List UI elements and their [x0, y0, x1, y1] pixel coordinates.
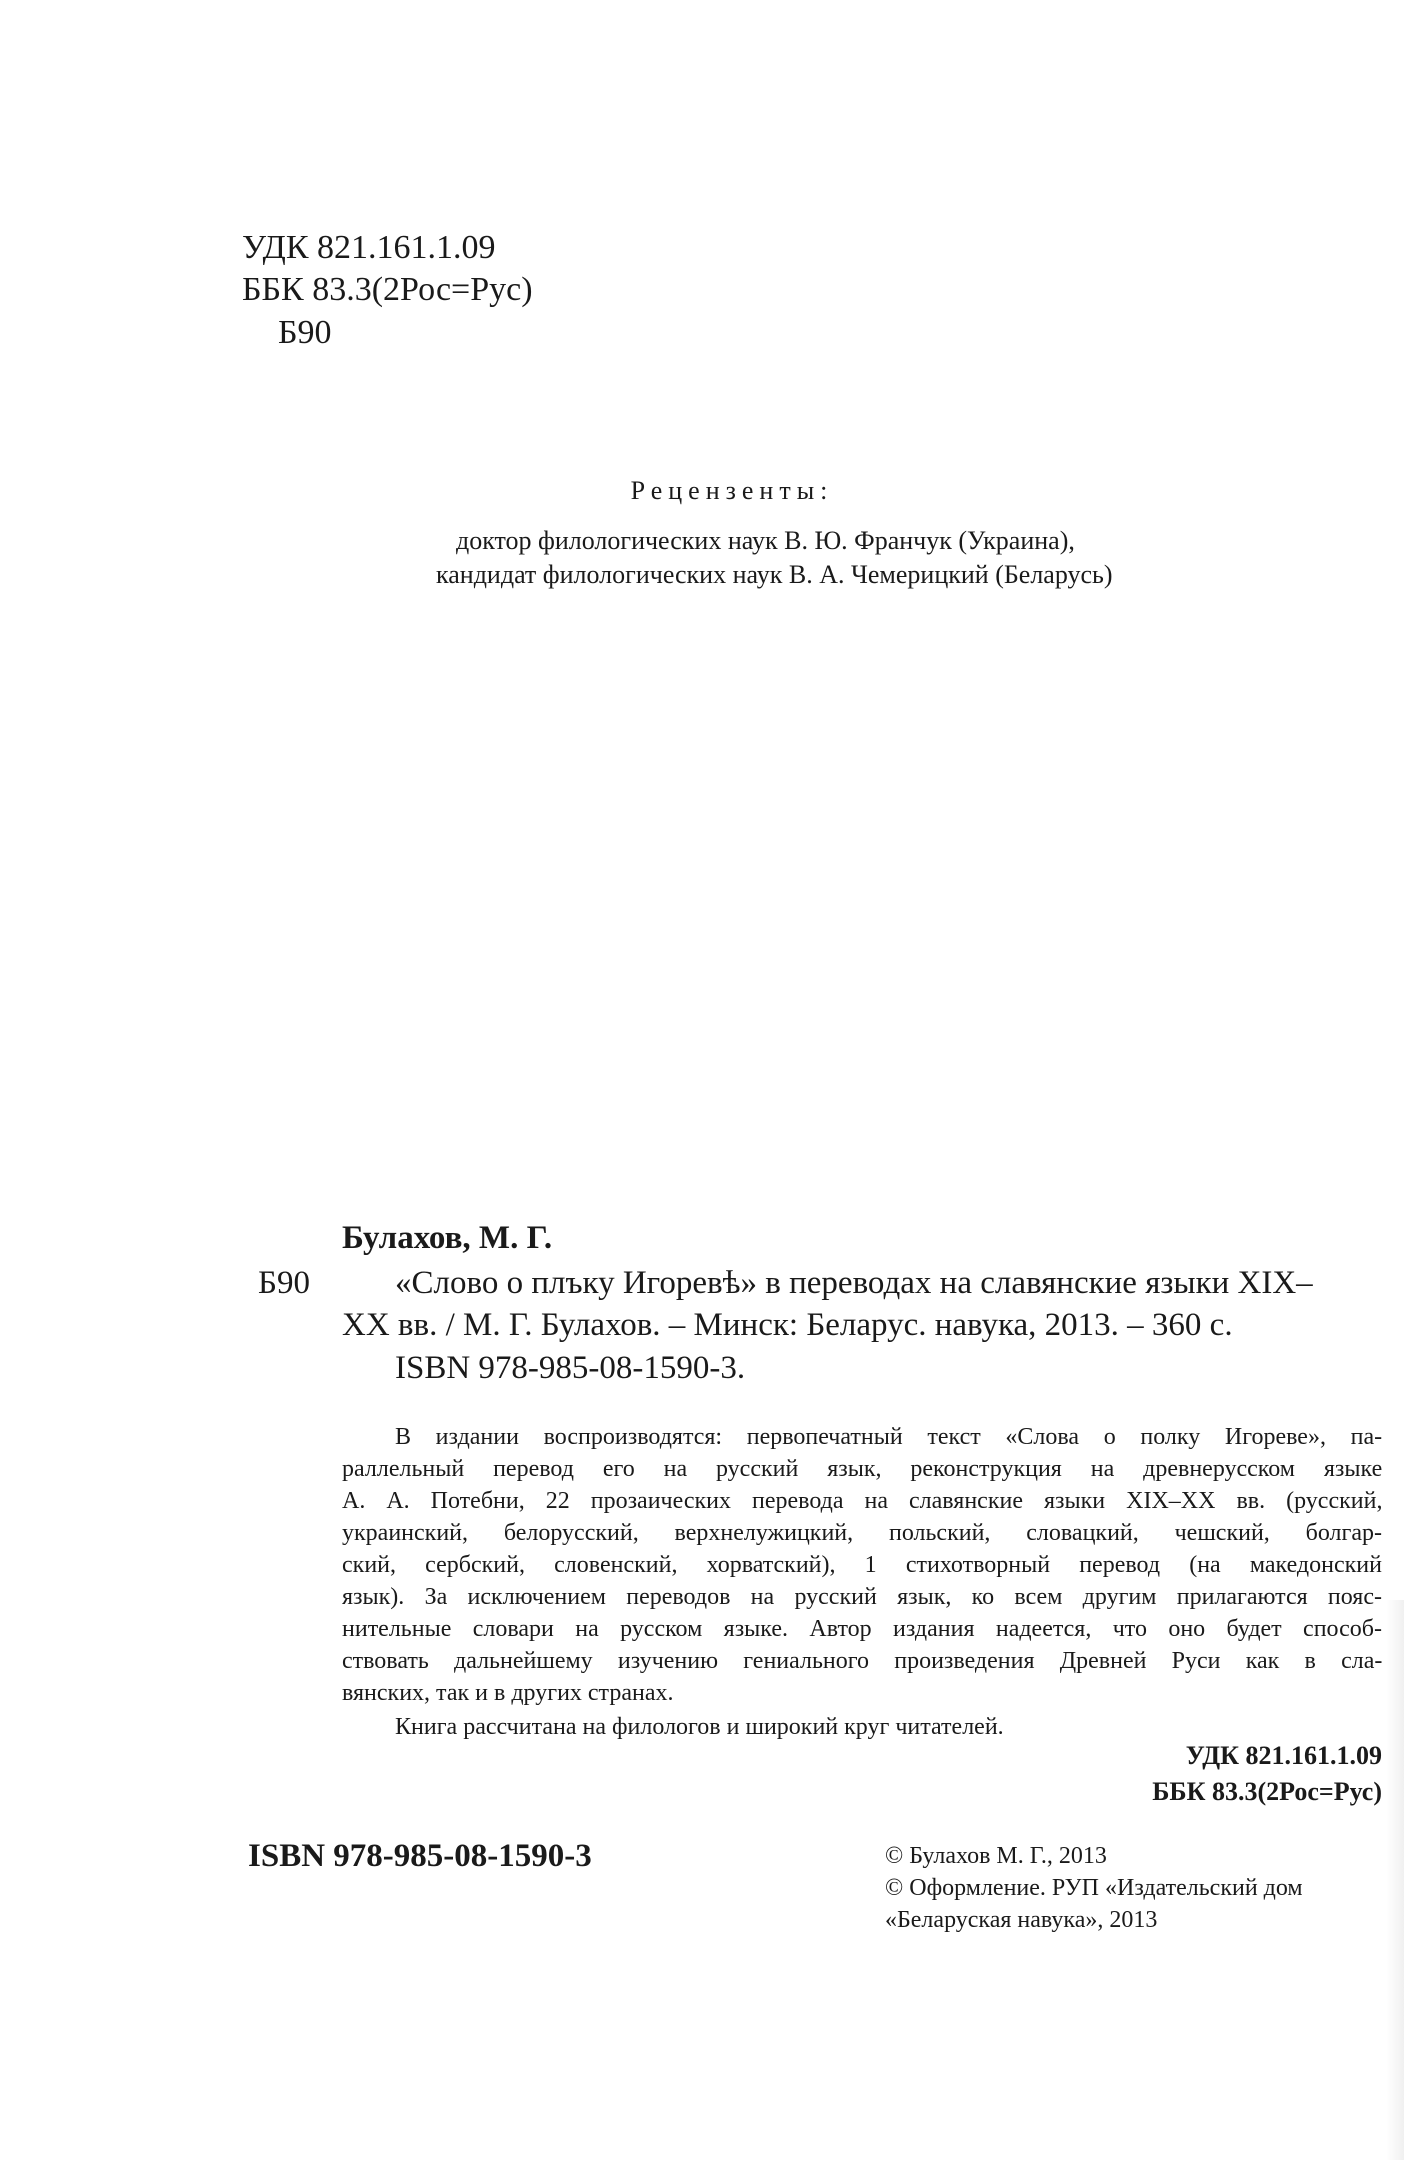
page-edge-shadow — [1386, 1600, 1404, 2160]
annotation-line: ский, сербский, словенский, хорватский), 1 стихотворный перевод (на македонский — [342, 1552, 1382, 1578]
annotation-line: ствовать дальнейшему изучению гениального произведения Древней Руси как в сла- — [342, 1648, 1383, 1674]
footer-isbn: ISBN 978-985-08-1590-3 — [248, 1838, 592, 1874]
annotation-line: вянских, так и в других странах. — [342, 1680, 674, 1706]
copyright-line: «Беларуская навука», 2013 — [885, 1907, 1158, 1933]
record-author-mark: Б90 — [258, 1265, 310, 1301]
annotation-line: украинский, белорусский, верхнелужицкий, польский, словацкий, чешский, болгар- — [342, 1520, 1382, 1546]
udk-code: УДК 821.161.1.09 — [242, 229, 496, 266]
record-title-line: «Слово о плъку Игоревѣ» в переводах на славянские языки XIX– — [395, 1265, 1313, 1301]
reviewers-heading: Рецензенты: — [630, 476, 834, 505]
author-mark: Б90 — [278, 314, 332, 351]
annotation-line: В издании воспроизводятся: первопечатный текст «Слова о полку Игореве», па- — [395, 1424, 1383, 1450]
reviewer-line: кандидат филологических наук В. А. Чемерицкий (Беларусь) — [436, 560, 1113, 589]
annotation-line: язык). За исключением переводов на русский язык, ко всем другим прилагаются пояс- — [342, 1584, 1382, 1610]
bbk-code: ББК 83.3(2Рос=Рус) — [242, 271, 533, 308]
record-title-line: XX вв. / М. Г. Булахов. – Минск: Беларус. навука, 2013. – 360 с. — [342, 1307, 1233, 1343]
annotation-line: раллельный перевод его на русский язык, реконструкция на древнерусском языке — [342, 1456, 1383, 1482]
record-author: Булахов, М. Г. — [342, 1220, 553, 1256]
copyright-line: © Булахов М. Г., 2013 — [885, 1843, 1107, 1869]
footer-bbk-code: ББК 83.3(2Рос=Рус) — [1152, 1777, 1382, 1806]
annotation-line: нительные словари на русском языке. Автор издания надеется, что оно будет способ- — [342, 1616, 1382, 1642]
record-isbn: ISBN 978-985-08-1590-3. — [395, 1350, 746, 1386]
reviewer-line: доктор филологических наук В. Ю. Франчук (Украина), — [456, 526, 1075, 555]
annotation-audience: Книга рассчитана на филологов и широкий круг читателей. — [395, 1714, 1004, 1740]
copyright-line: © Оформление. РУП «Издательский дом — [885, 1875, 1303, 1901]
footer-udk-code: УДК 821.161.1.09 — [1185, 1741, 1382, 1770]
annotation-line: А. А. Потебни, 22 прозаических перевода на славянские языки XIX–XX вв. (русский, — [342, 1488, 1383, 1514]
